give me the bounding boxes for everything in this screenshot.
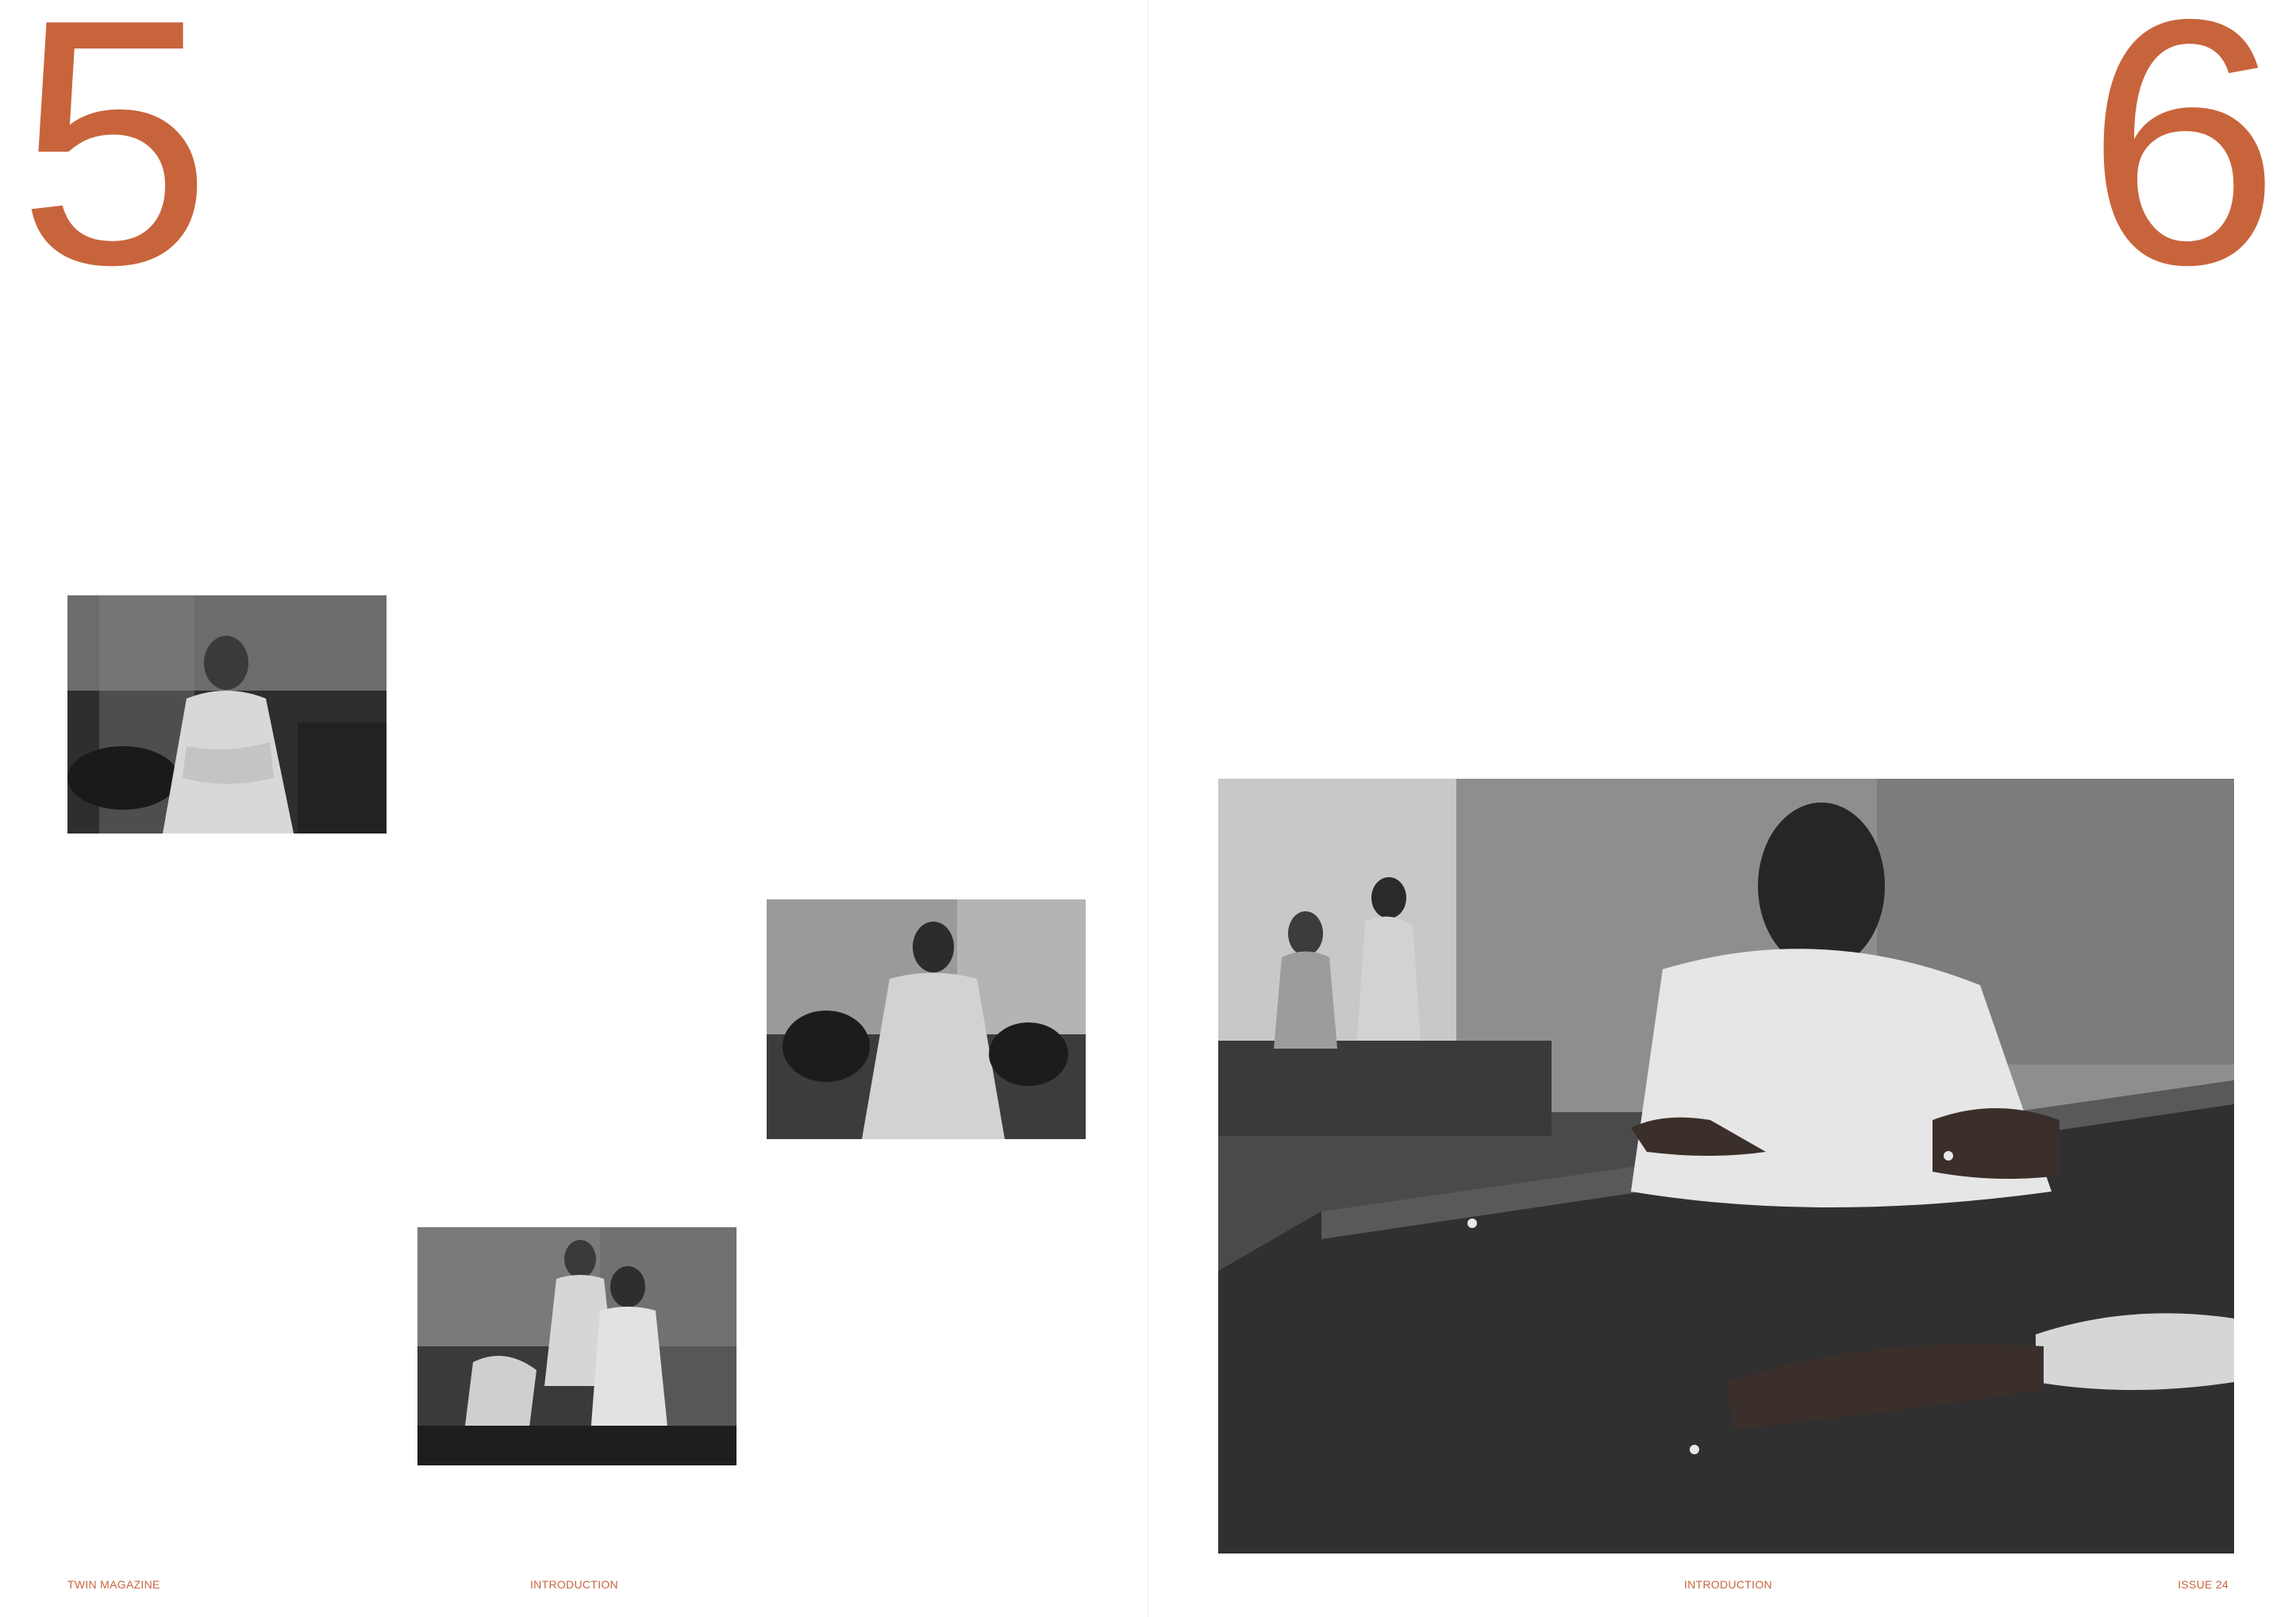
photo-woman-seated — [67, 595, 387, 834]
photo-man-seated — [767, 899, 1086, 1139]
footer-section-right: INTRODUCTION — [1684, 1578, 1772, 1591]
footer-issue: ISSUE 24 — [2178, 1578, 2229, 1591]
photo-woman-at-table — [1218, 779, 2234, 1553]
footer-section-left: INTRODUCTION — [530, 1578, 618, 1591]
page-number-left: 5 — [17, 0, 204, 337]
photo-group-seated — [417, 1227, 736, 1465]
footer-magazine: TWIN MAGAZINE — [67, 1578, 160, 1591]
right-page — [1148, 0, 2296, 1617]
page-number-right: 6 — [2086, 0, 2272, 337]
